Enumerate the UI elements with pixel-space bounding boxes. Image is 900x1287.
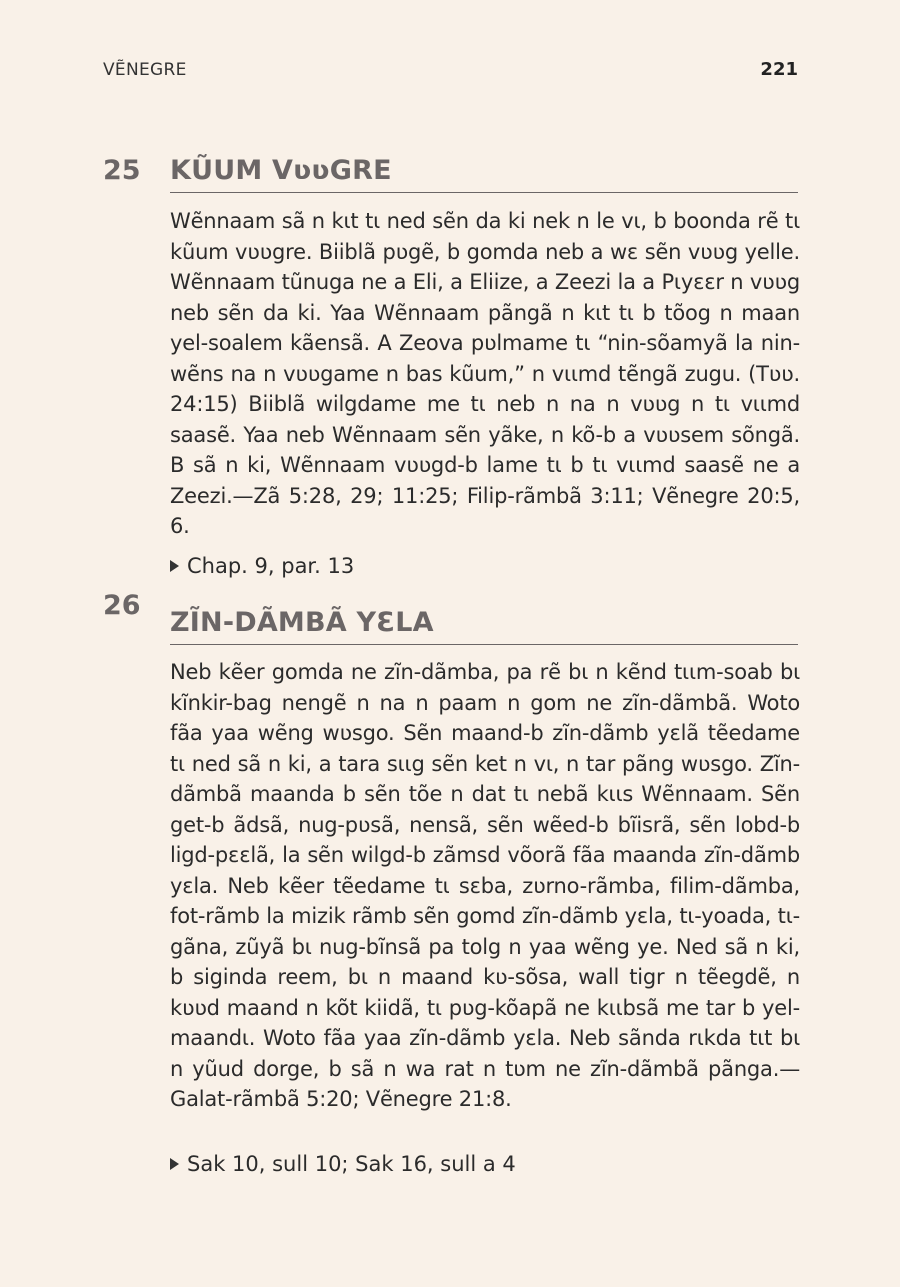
entry-body: Neb kẽer gomda ne zĩn-dãmba, pa rẽ bɩ n kẽnd tɩɩm-soab bɩ kĩnkir-bag nengẽ n na n paam n gom ne zĩn-dãmbã. Woto fãa yaa wẽng wʋsgo. Sẽn maand-b zĩn-dãmb yɛlã tẽedame tɩ ned sã n ki, a tara sɩɩg sẽn ket n vɩ, n tar pãng wʋsgo. Zĩn-dãmbã maanda b sẽn tõe n dat tɩ nebã kɩɩs Wẽnnaam. Sẽn get-b ãdsã, nug-pʋsã, nensã, sẽn wẽed-b bĩisrã, sẽn lobd-b ligd-pɛɛlã, la sẽn wilgd-b zãmsd võorã fãa maanda zĩn-dãmb yɛla. Neb kẽer tẽedame tɩ sɛba, zʋrno-rãmba, filim-dãmba, fot-rãmb la mizik rãmb sẽn gomd zĩn-dãmb yɛla, tɩ-yoada, tɩ-gãna, zũyã bɩ nug-bĩnsã pa tolg n yaa wẽng ye. Ned sã n ki, b siginda reem, bɩ n maand kʋ-sõsa, wall tigr n tẽegdẽ, n kʋʋd maand n kõt kiidã, tɩ pʋg-kõapã ne kɩɩbsã me tar b yel-maandɩ. Woto fãa yaa zĩn-dãmb yɛla. Neb sãnda rɩkda tɩt bɩ n yũud dorge, b sã n wa rat n tʋm ne zĩn-dãmbã pãnga.—Galat-rãmbã 5:20; Vẽnegre 21:8. bbox=[170, 660, 800, 1111]
triangle-bullet-icon bbox=[170, 560, 179, 572]
running-head-title: VẼNEGRE bbox=[103, 60, 187, 80]
cross-reference[interactable] bbox=[170, 1152, 516, 1176]
page-number: 221 bbox=[760, 59, 798, 80]
cross-reference-label: Chap. 9, par. 13 bbox=[187, 554, 355, 578]
entry-body: Wẽnnaam sã n kɩt tɩ ned sẽn da ki nek n le vɩ, b boonda rẽ tɩ kũum vʋʋgre. Biiblã pʋgẽ, b gomda neb a wɛ sẽn vʋʋg yelle. Wẽnnaam tũnuga ne a Eli, a Eliize, a Zeezi la a Pɩyɛɛr n vʋʋg neb sẽn da ki. Yaa Wẽnnaam pãngã n kɩt tɩ b tõog n maan yel-soalem kãensã. A Zeova pʋlmame tɩ “nin-sõamyã la nin-wẽns na n vʋʋgame n bas kũum,” n vɩɩmd tẽngã zugu. (Tʋʋ. 24:15) Biiblã wilgdame me tɩ neb n na n vʋʋg n tɩ vɩɩmd saasẽ. Yaa neb Wẽnnaam sẽn yãke, n kõ-b a vʋʋsem sõngã. B sã n ki, Wẽnnaam vʋʋgd-b lame tɩ b tɩ vɩɩmd saasẽ ne a Zeezi.—Zã 5:28, 29; 11:25; Filip-rãmbã 3:11; Vẽnegre 20:5, 6. bbox=[170, 209, 800, 538]
entry-title: KŨUM VʋʋGRE bbox=[170, 155, 798, 193]
triangle-bullet-icon bbox=[170, 1158, 179, 1170]
cross-reference[interactable] bbox=[170, 554, 354, 578]
entry-title: ZĨN-DÃMBÃ YƐLA bbox=[170, 607, 798, 645]
entry-number: 26 bbox=[103, 590, 141, 621]
cross-reference-label: Sak 10, sull 10; Sak 16, sull a 4 bbox=[187, 1152, 516, 1176]
entry-number: 25 bbox=[103, 155, 141, 186]
